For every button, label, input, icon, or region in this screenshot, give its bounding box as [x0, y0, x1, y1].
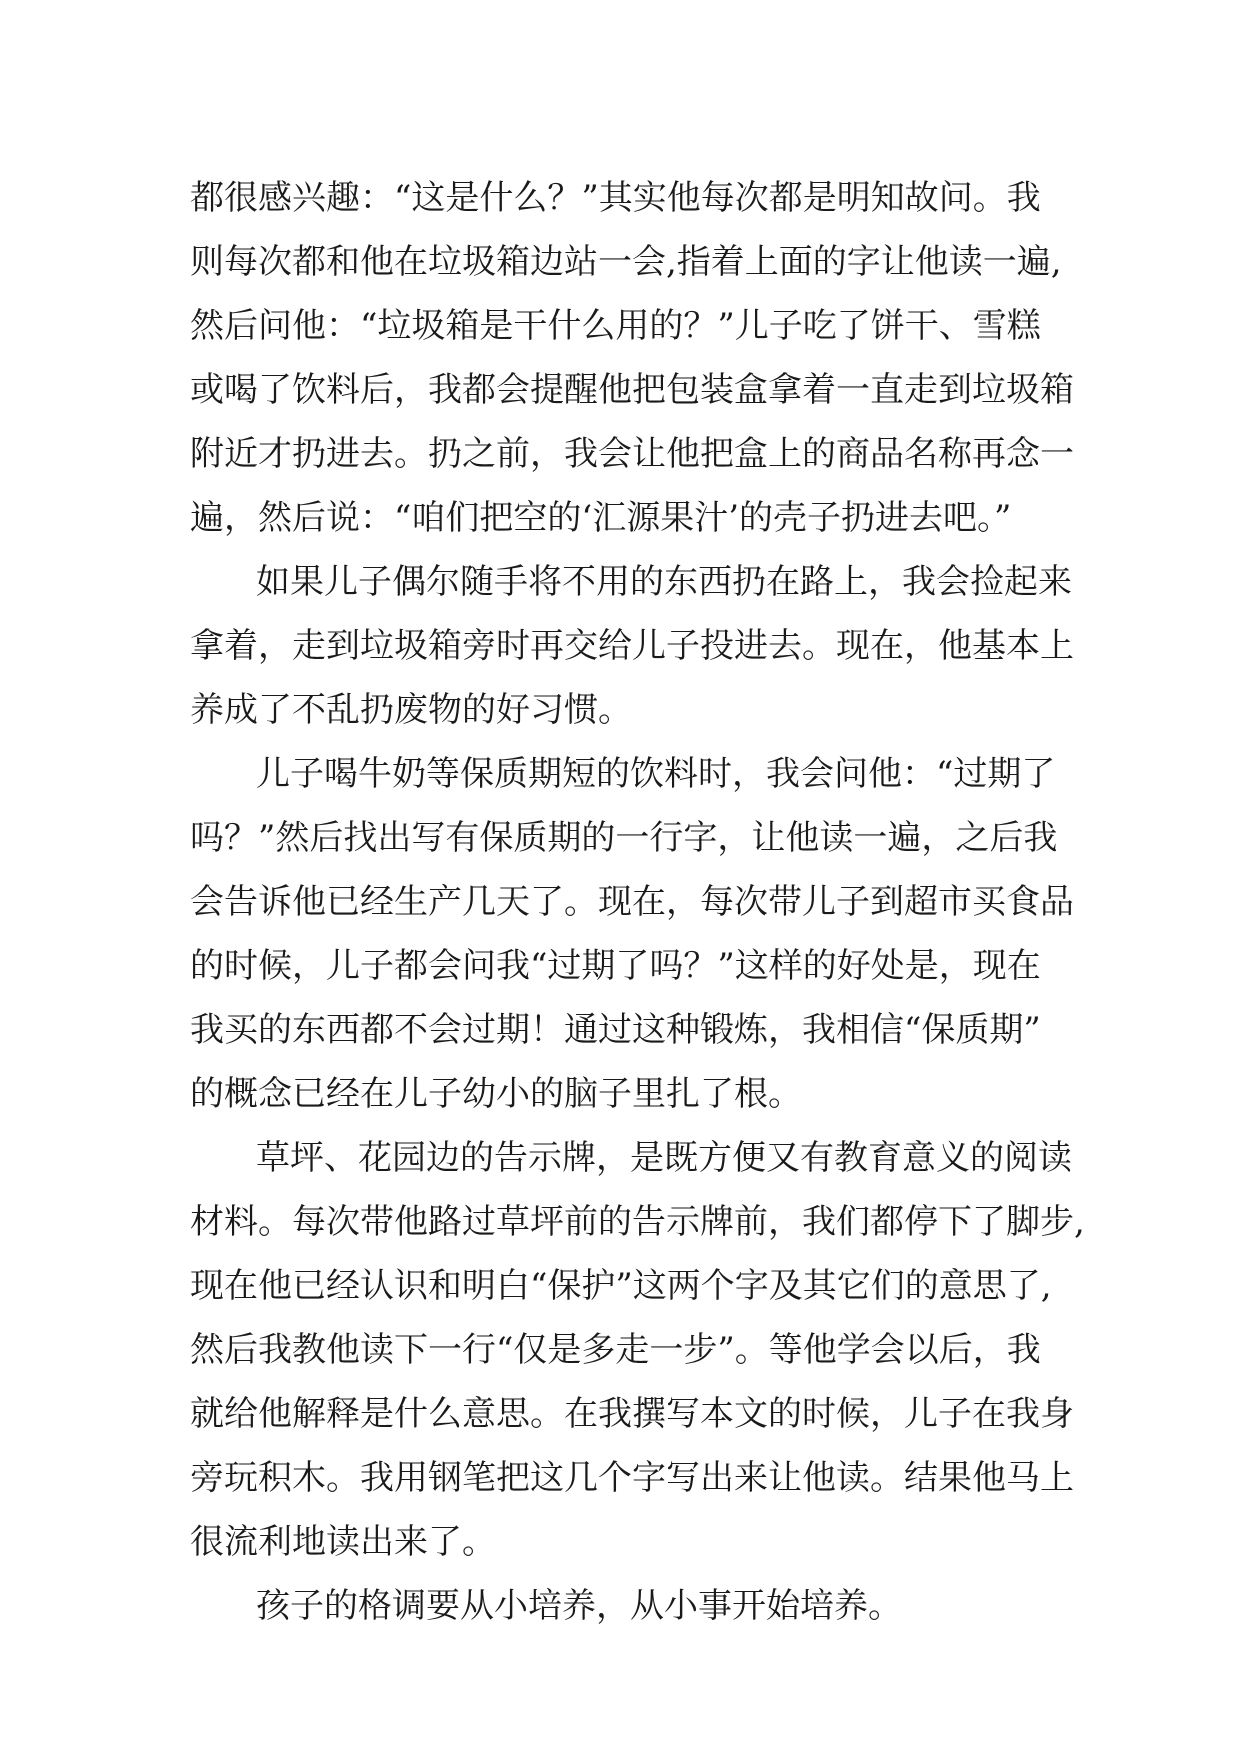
text-line: 现在他已经认识和明白“保护”这两个字及其它们的意思了,: [190, 1266, 1052, 1306]
paragraph-start-line: 儿子喝牛奶等保质期短的饮料时，我会问他：“过期了: [256, 754, 1056, 794]
text-line: 吗？”然后找出写有保质期的一行字，让他读一遍，之后我: [190, 818, 1058, 858]
text-line: 很流利地读出来了。: [190, 1522, 496, 1562]
text-line: 就给他解释是什么意思。在我撰写本文的时候，儿子在我身: [190, 1394, 1074, 1434]
text-line: 都很感兴趣：“这是什么？”其实他每次都是明知故问。我: [190, 178, 1041, 218]
text-line: 拿着，走到垃圾箱旁时再交给儿子投进去。现在，他基本上: [190, 626, 1074, 666]
text-line: 的时候，儿子都会问我“过期了吗？”这样的好处是，现在: [190, 946, 1041, 986]
text-line: 养成了不乱扔废物的好习惯。: [190, 690, 632, 730]
body-text: [190, 166, 1090, 1638]
text-line: 则每次都和他在垃圾箱边站一会,指着上面的字让他读一遍,: [190, 242, 1062, 282]
text-line: 然后我教他读下一行“仅是多走一步”。等他学会以后，我: [190, 1330, 1041, 1370]
text-line: 我买的东西都不会过期！通过这种锻炼，我相信“保质期”: [190, 1010, 1041, 1050]
paragraph-start-line: 如果儿子偶尔随手将不用的东西扔在路上，我会捡起来: [256, 562, 1072, 602]
text-line: 旁玩积木。我用钢笔把这几个字写出来让他读。结果他马上: [190, 1458, 1074, 1498]
text-line: 附近才扔进去。扔之前，我会让他把盒上的商品名称再念一: [190, 434, 1074, 474]
text-line: 的概念已经在儿子幼小的脑子里扎了根。: [190, 1074, 802, 1114]
paragraph-start-line: 草坪、花园边的告示牌，是既方便又有教育意义的阅读: [256, 1138, 1072, 1178]
text-line: 然后问他：“垃圾箱是干什么用的？”儿子吃了饼干、雪糕: [190, 306, 1041, 346]
text-line: 遍，然后说：“咱们把空的‘汇源果汁’的壳子扔进去吧。”: [190, 498, 1012, 538]
text-line: 材料。每次带他路过草坪前的告示牌前，我们都停下了脚步,: [190, 1202, 1085, 1242]
text-line: 或喝了饮料后，我都会提醒他把包装盒拿着一直走到垃圾箱: [190, 370, 1074, 410]
paragraph-start-line: 孩子的格调要从小培养，从小事开始培养。: [256, 1586, 902, 1626]
text-line: 会告诉他已经生产几天了。现在，每次带儿子到超市买食品: [190, 882, 1074, 922]
